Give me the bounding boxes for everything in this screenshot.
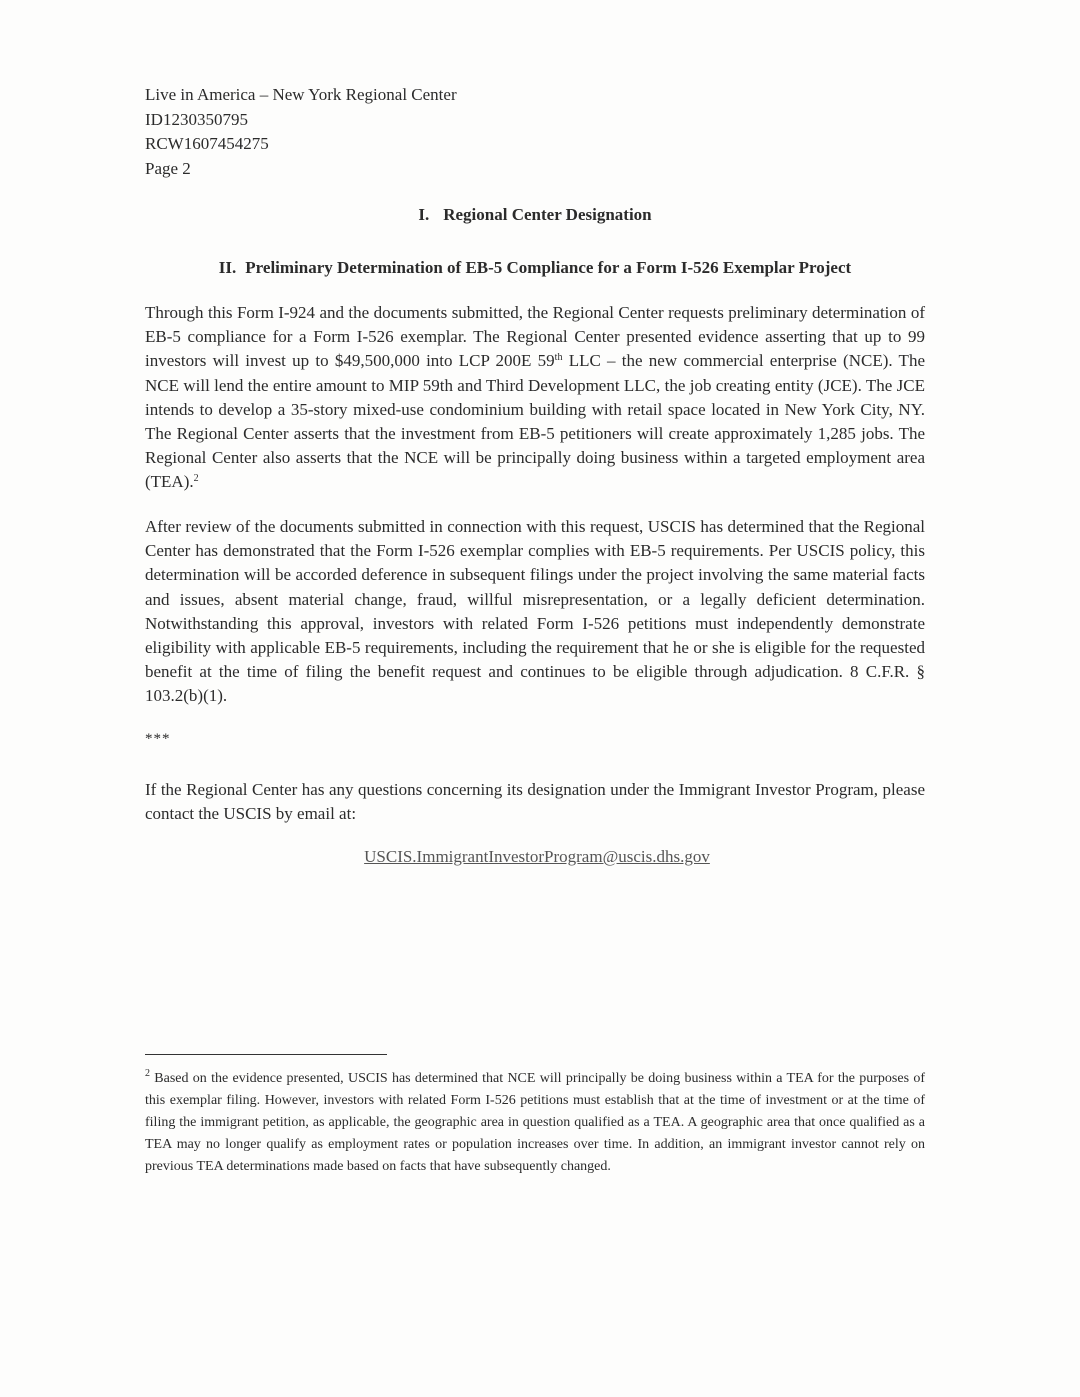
letter-header	[145, 83, 457, 181]
section-heading-1	[0, 205, 1075, 225]
paragraph-project-description	[145, 301, 925, 495]
footnote	[145, 1068, 925, 1178]
section-number-2: II.	[218, 258, 237, 277]
paragraph-contact: If the Regional Center has any questions concerning its designation under the Immigrant Investor Program, please contact the USCIS by email at:	[145, 780, 925, 824]
paragraph-determination: After review of the documents submitted in connection with this request, USCIS has determined that the Regional Center has demonstrated that the Form I-526 exemplar complies with EB-5 requirements. Per USCIS policy, this determination will be accorded deference in subsequent filings under the project involving the same material facts and issues, absent material change, fraud, willful misrepresentation, or a legally deficient determination. Notwithstanding this approval, investors with related Form I-526 petitions must independently demonstrate eligibility with applicable EB-5 requirements, including the requirement that he or she is eligible for the requested benefit at the time of filing the benefit request and continues to be eligible through adjudication. 8 C.F.R. § 103.2(b)(1).	[145, 517, 925, 706]
paragraph1-text-a: Through this Form I-924 and the documents submitted, the Regional Center requests preliminary determination of EB-5 compliance for a Form I-526 exemplar. The Regional Center presented evidence asserting that up to 99 investors will invest up to $49,500,000 into LCP 200E 59	[145, 303, 925, 371]
section-number-1: I.	[418, 205, 430, 224]
footnote-reference[interactable]: 2	[193, 473, 199, 485]
footnote-text: Based on the evidence presented, USCIS has determined that NCE will principally be doing business within a TEA for the purposes of this exemplar filing. However, investors with related Form I-526 petitions must establish that at the time of investment or at the time of filing the immigrant petition, as applicable, the geographic area in question qualified as a TEA. A geographic area that once qualified as a TEA may no longer qualify as employment rates or population increases over time. In addition, an immigrant investor cannot rely on previous TEA determinations made based on facts that have subsequently changed.	[145, 1071, 925, 1174]
header-center-name: Live in America – New York Regional Center	[145, 85, 457, 104]
footnote-divider	[145, 1054, 387, 1055]
footnote-number: 2	[145, 1068, 150, 1079]
section-separator: ***	[145, 731, 171, 747]
section-title-2: Preliminary Determination of EB-5 Compliance for a Form I-526 Exemplar Project	[245, 258, 852, 277]
contact-email-link[interactable]: USCIS.ImmigrantInvestorProgram@uscis.dhs.gov	[364, 847, 710, 866]
paragraph1-text-b: LLC – the new commercial enterprise (NCE). The NCE will lend the entire amount to MIP 59th and Third Development LLC, the job creating entity (JCE). The JCE intends to develop a 35-story mixed-use condominium building with retail space located in New York City, NY. The Regional Center asserts that the investment from EB-5 petitioners will create approximately 1,285 jobs. The Regional Center also asserts that the NCE will be principally doing business within a targeted employment area (TEA).	[145, 351, 925, 492]
header-id: ID1230350795	[145, 109, 248, 129]
section-title-1: Regional Center Designation	[443, 205, 652, 224]
ordinal-superscript: th	[554, 352, 563, 364]
header-receipt-number: RCW1607454275	[145, 134, 269, 153]
header-page-number: Page 2	[145, 158, 191, 178]
section-heading-2	[0, 258, 1075, 278]
